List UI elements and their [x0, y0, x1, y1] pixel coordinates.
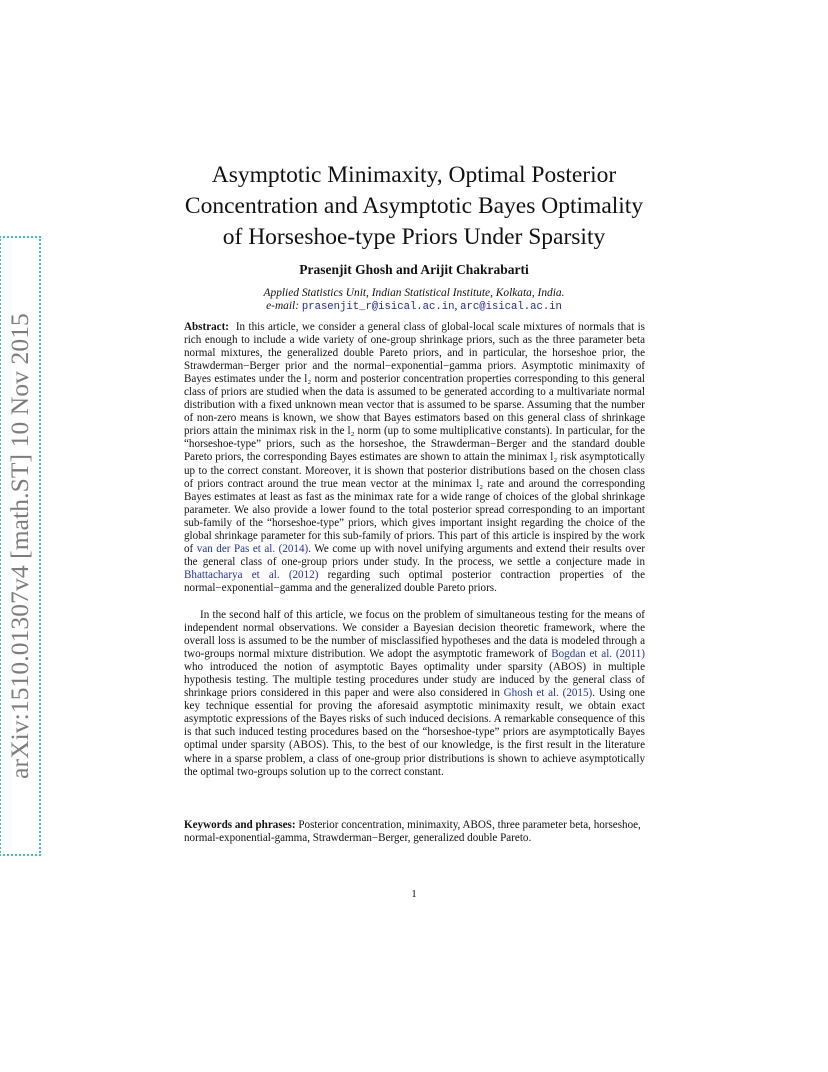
citation-bhattacharya[interactable]: Bhattacharya et al. (2012)	[184, 568, 319, 581]
abstract-label: Abstract:	[184, 321, 229, 333]
citation-van-der-pas[interactable]: van der Pas et al. (2014)	[196, 542, 309, 555]
page-number: 1	[411, 888, 417, 900]
email-label: e-mail:	[266, 300, 300, 312]
abstract	[184, 321, 645, 779]
citation-ghosh[interactable]: Ghosh et al. (2015)	[503, 687, 593, 700]
affiliation-block	[100, 287, 728, 314]
abstract-text-1c: regarding such optimal posterior contraction properties of the normal−exponential−gamma and the generalized double Pareto priors.	[184, 568, 645, 594]
title-line-2: Concentration and Asymptotic Bayes Optimality	[184, 193, 644, 219]
arxiv-identifier: arXiv:1510.01307v4 [math.ST] 10 Nov 2015	[5, 313, 34, 779]
keywords-label: Keywords and phrases:	[184, 819, 296, 831]
paper-title	[100, 160, 728, 253]
citation-bogdan[interactable]: Bogdan et al. (2011)	[551, 648, 645, 661]
author-list: Prasenjit Ghosh and Arijit Chakrabarti	[299, 262, 529, 277]
title-line-1: Asymptotic Minimaxity, Optimal Posterior	[211, 162, 617, 188]
email-separator: ,	[454, 300, 458, 312]
email-link-1[interactable]: prasenjit_r@isical.ac.in	[301, 301, 455, 313]
affiliation-line: Applied Statistics Unit, Indian Statistical Institute, Kolkata, India.	[263, 287, 565, 299]
abstract-text-2a: In the second half of this article, we focus on the problem of simultaneous testing for the means of independent normal observations. We consider a Bayesian decision theoretic framework, where the overall loss is assumed to be the number of misclassified hypotheses and the data is modeled through a two-groups normal mixture distribution. We adopt the asymptotic framework of	[184, 608, 645, 661]
abstract-text-1a: In this article, we consider a general class of global-local scale mixtures of normals that is rich enough to include a wide variety of one-group shrinkage priors, such as the three parameter beta normal mixtures, the generalized double Pareto priors, and in particular, the horseshoe prior, the Strawderman−Berger prior and the normal−exponential−gamma priors. Asymptotic minimaxity of Bayes estimates under the l₂ norm and posterior concentration properties corresponding to this general class of priors are studied when the data is assumed to be generated according to a multivariate normal distribution with a fixed unknown mean vector that is assumed to be sparse. Assuming that the number of non-zero means is known, we show that Bayes estimators based on this general class of shrinkage priors attain the minimax risk in the l₂ norm (up to some multiplicative constants). In particular, for the “horseshoe-type” priors, such as the horseshoe, the Strawderman−Berger and the standard double Pareto priors, the corresponding Bayes estimates are shown to attain the minimax l₂ risk asymptotically up to the correct constant. Moreover, it is shown that posterior distributions based on the chosen class of priors contract around the true mean vector at the minimax l₂ rate and around the corresponding Bayes estimates at least as fast as the minimax rate for a wide range of choices of the global shrinkage parameter. We also provide a lower found to the total posterior spread corresponding to an important sub-family of the “horseshoe-type” priors, which gives important insight regarding the choice of the global shrinkage parameter for this sub-family of priors. This part of this article is inspired by the work of	[184, 321, 645, 555]
keywords-text: Posterior concentration, minimaxity, ABOS, three parameter beta, horseshoe, normal-exponential-gamma, Strawderman−Berger, generalized double Pareto.	[184, 819, 641, 845]
keywords-block	[184, 819, 655, 845]
abstract-text-2b: who introduced the notion of asymptotic Bayes optimality under sparsity (ABOS) in multiple hypothesis testing. The multiple testing procedures under study are induced by the general class of shrinkage priors considered in this paper and were also considered in	[184, 661, 645, 700]
email-line	[100, 300, 728, 314]
email-link-2[interactable]: arc@isical.ac.in	[460, 301, 562, 313]
title-line-3: of Horseshoe-type Priors Under Sparsity	[222, 224, 606, 250]
abstract-paragraph-1	[184, 321, 645, 595]
abstract-text-2c: . Using one key technique essential for proving the aforesaid asymptotic minimaxity result, we obtain exact asymptotic expressions of the Bayes risks of such induced decisions. A remarkable consequence of this is that such induced testing procedures based on the “horseshoe-type” priors are asymptotically Bayes optimal under sparsity (ABOS). This, to the best of our knowledge, is the first result in the literature where in a sparse problem, a class of one-group prior distributions is shown to achieve asymptotically the optimal two-groups solution up to the correct constant.	[184, 687, 645, 778]
abstract-text-1b: . We come up with novel unifying arguments and extend their results over the general class of one-group priors under study. In the process, we settle a conjecture made in	[184, 542, 646, 568]
abstract-paragraph-2	[184, 609, 645, 779]
